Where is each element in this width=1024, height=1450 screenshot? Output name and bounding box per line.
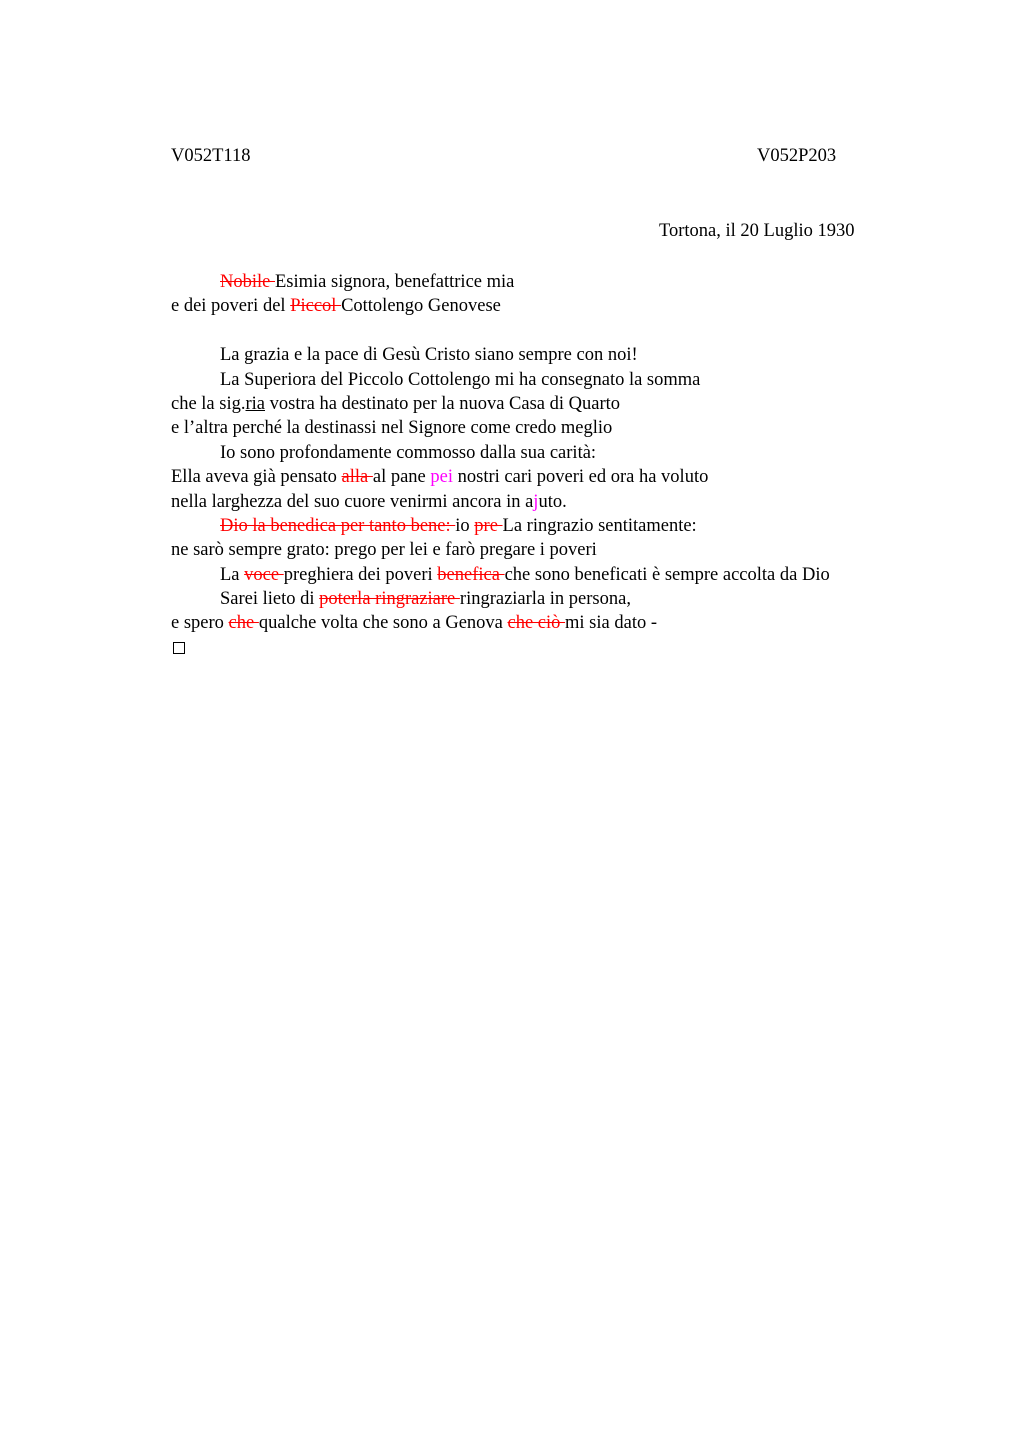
paragraph-line: Io sono profondamente commosso dalla sua carità:: [220, 442, 597, 463]
deleted-text: voce: [244, 564, 284, 585]
letter-body: [171, 270, 931, 660]
salutation-text: Esimia signora, benefattrice mia: [274, 272, 515, 292]
deleted-text: Piccol: [290, 296, 342, 317]
body-text: Sarei lieto di: [220, 589, 320, 610]
deleted-text: poterla ringraziare: [319, 589, 460, 610]
body-text: ringraziarla in persona,: [459, 589, 631, 610]
paragraph-line: La grazia e la pace di Gesù Cristo siano sempre con noi!: [220, 345, 638, 366]
body-text: che la sig.: [171, 393, 246, 414]
body-text: Ella aveva già pensato: [171, 467, 342, 488]
salutation-line-1: [171, 270, 931, 294]
paragraph-line: La Superiora del Piccolo Cottolengo mi ha consegnato la somma: [220, 369, 701, 390]
paragraph-line: ne sarò sempre grato: prego per lei e farò pregare i poveri: [171, 540, 597, 561]
paragraph-line: [171, 514, 931, 538]
body-text: qualche volta che sono a Genova: [258, 613, 508, 634]
paragraph-line: [171, 490, 931, 514]
inserted-text: j: [533, 491, 539, 512]
document-code-left: V052T118: [171, 146, 251, 166]
salutation-text: e dei poveri del: [171, 296, 291, 317]
body-text: mi sia dato -: [565, 613, 657, 634]
deleted-text: pre: [474, 515, 503, 536]
paragraph-line: [171, 563, 931, 587]
end-marker-line: [171, 636, 931, 660]
blank-line: [171, 319, 931, 343]
body-text: nella larghezza del suo cuore venirmi ancora in a: [171, 491, 534, 512]
body-text: vostra ha destinato per la nuova Casa di Quarto: [265, 393, 621, 414]
paragraph-line: [171, 392, 931, 416]
underlined-text: ria: [245, 393, 266, 414]
inserted-text: pei: [430, 467, 454, 488]
body-text: al pane: [372, 467, 431, 488]
body-text: e spero: [171, 613, 229, 634]
deleted-text: Dio la benedica per tanto bene:: [220, 515, 456, 536]
end-box-icon: [173, 642, 185, 654]
deleted-text: benefica: [437, 564, 505, 585]
body-text: nostri cari poveri ed ora ha voluto: [453, 467, 709, 488]
salutation-text: Cottolengo Genovese: [341, 296, 501, 317]
salutation-line-2: [171, 294, 931, 318]
deleted-text: che: [228, 613, 259, 634]
body-text: che sono beneficati è sempre accolta da Dio: [504, 564, 830, 585]
paragraph-line: [171, 465, 931, 489]
document-code-right: V052P203: [757, 146, 837, 166]
body-text: La ringrazio sentitamente:: [502, 515, 697, 536]
paragraph-line: e l’altra perché la destinassi nel Signore come credo meglio: [171, 418, 613, 439]
body-text: La: [220, 564, 245, 585]
body-text: io: [455, 515, 475, 536]
deleted-text: Nobile: [220, 272, 275, 292]
letter-date: Tortona, il 20 Luglio 1930: [659, 221, 855, 241]
body-text: uto.: [538, 491, 567, 512]
paragraph-line: [171, 611, 931, 635]
paragraph-line: [171, 587, 931, 611]
body-text: preghiera dei poveri: [283, 564, 438, 585]
deleted-text: alla: [341, 467, 373, 488]
deleted-text: che ciò: [507, 613, 566, 634]
